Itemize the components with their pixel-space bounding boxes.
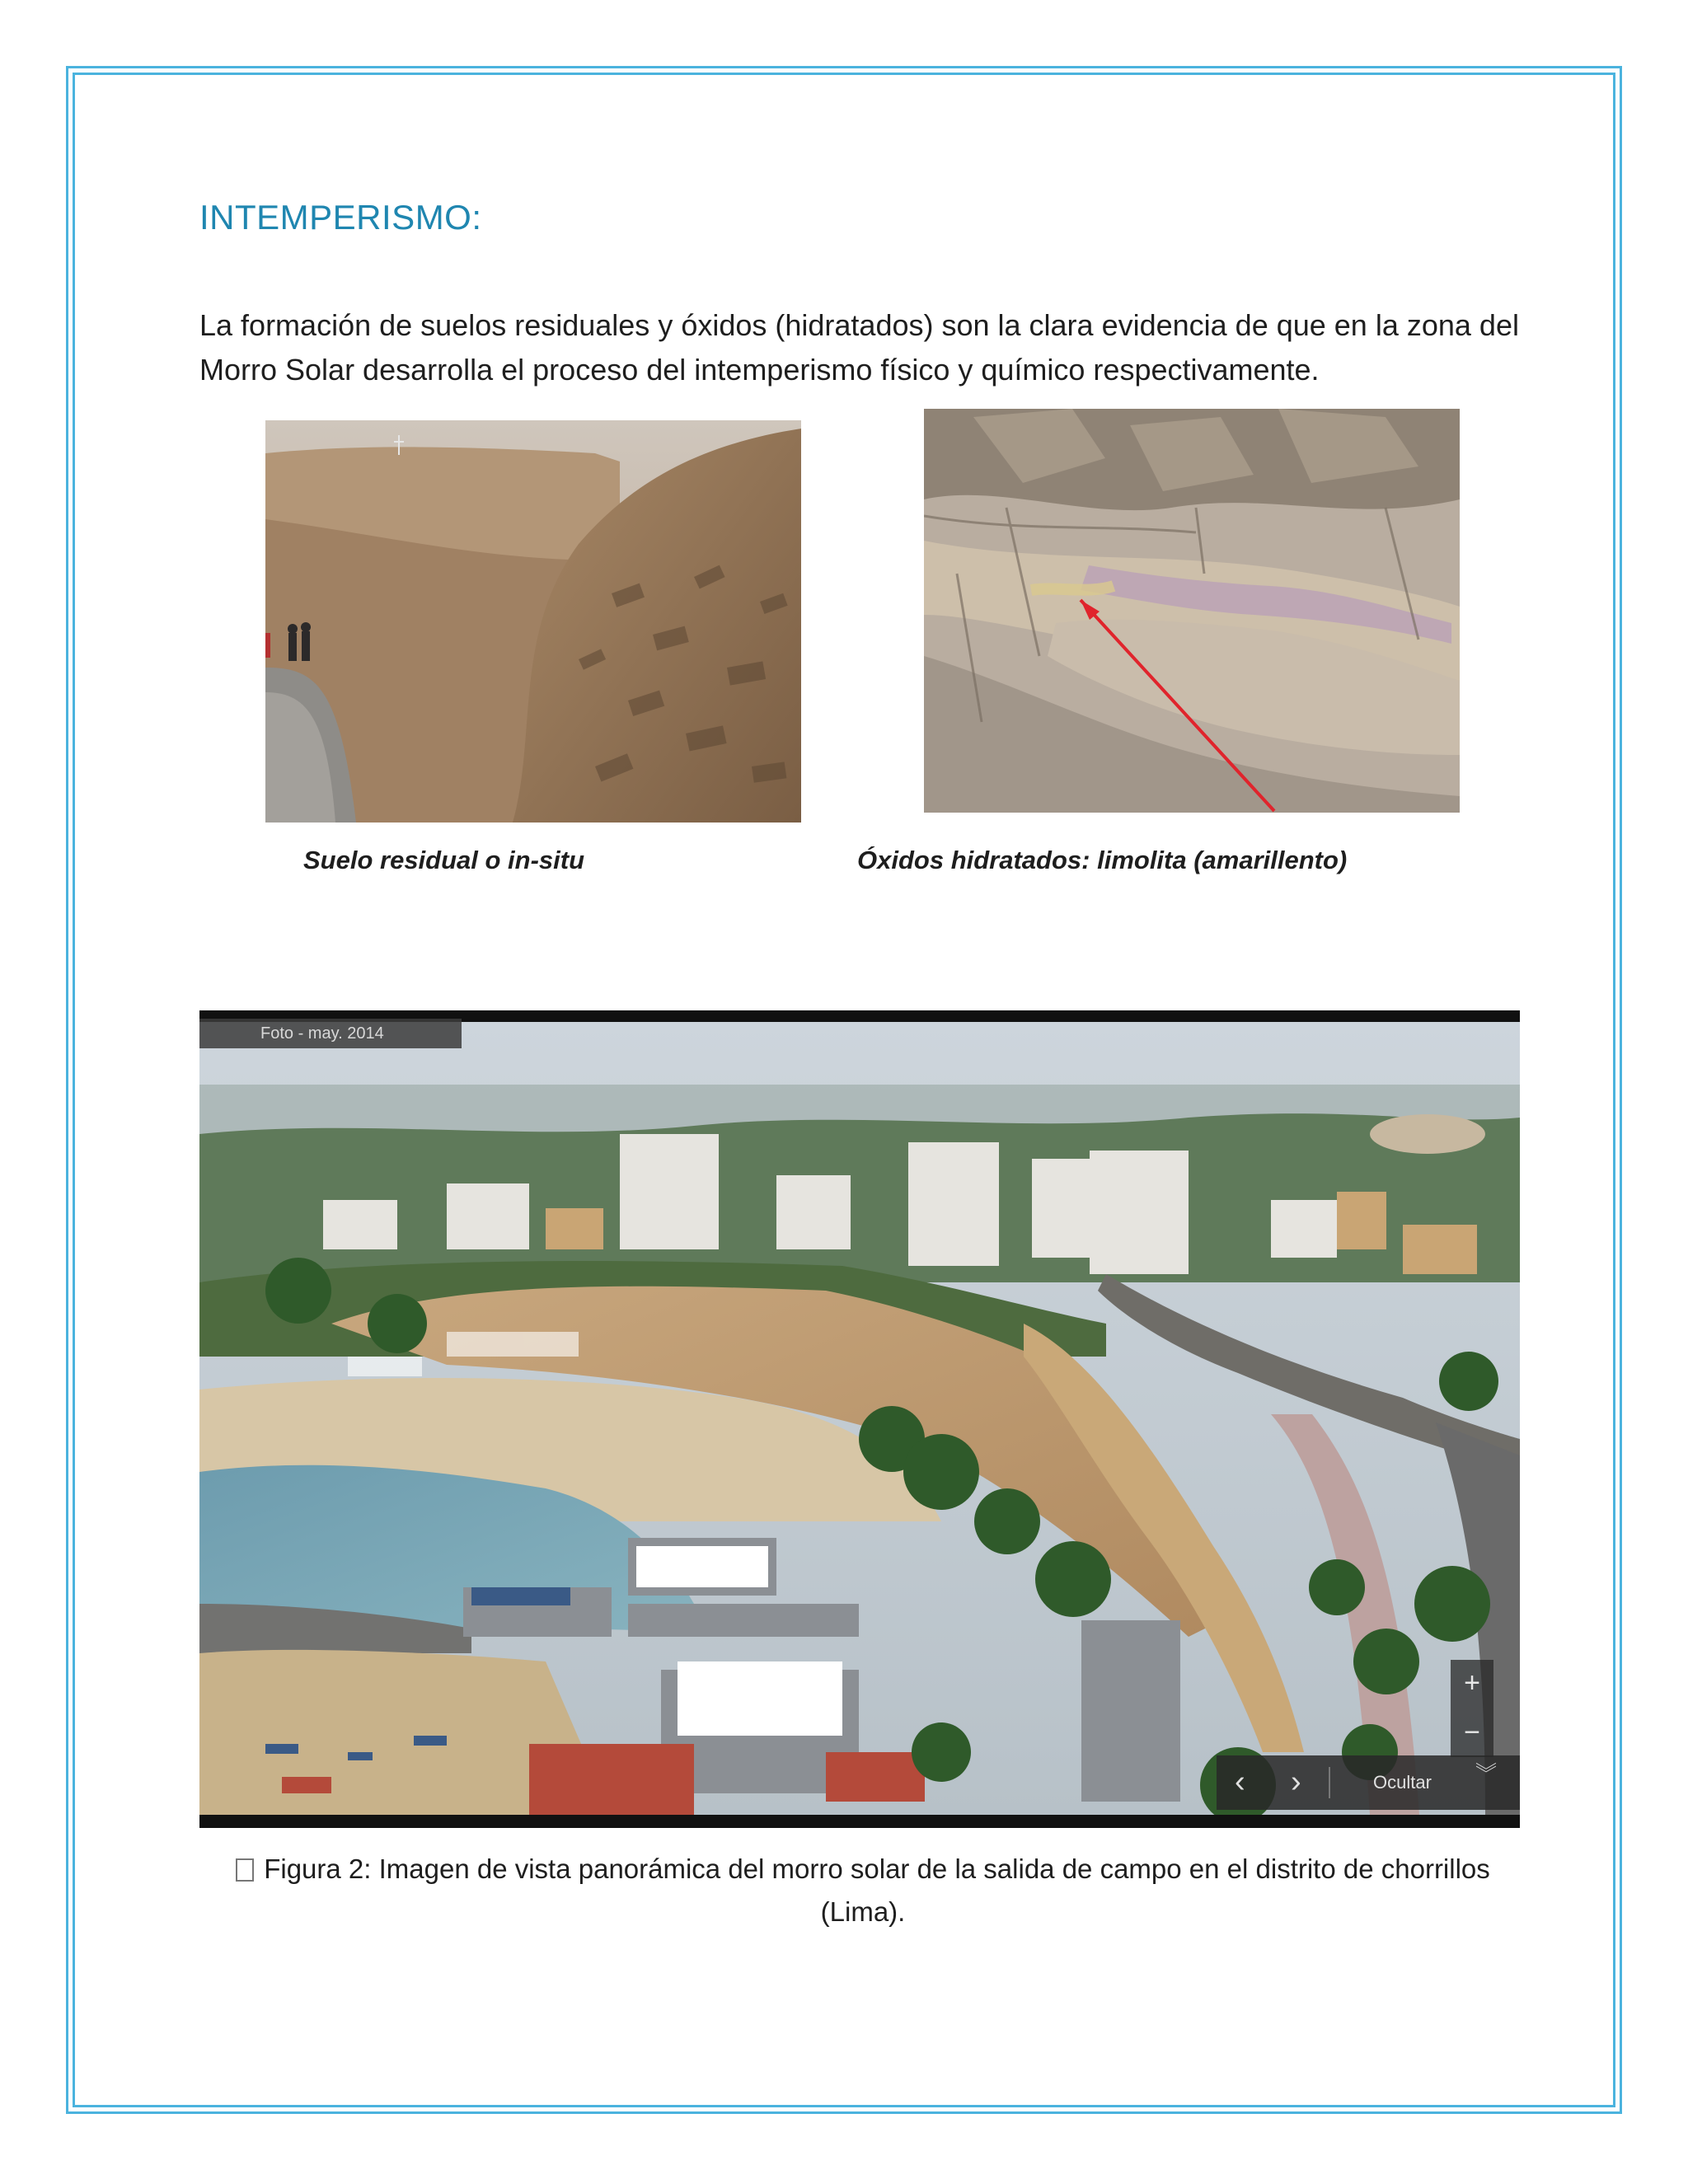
missing-glyph-icon (236, 1858, 254, 1882)
photo-date-label: Foto - may. 2014 (199, 1019, 462, 1048)
zoom-control (1451, 1660, 1493, 1757)
zoom-out-button[interactable]: − (1464, 1717, 1480, 1748)
photo-caption-hydrated-oxides: Óxidos hidratados: limolita (amarillento) (857, 846, 1348, 874)
panorama-photo (199, 1010, 1520, 1828)
photo-nav-bar (1217, 1755, 1520, 1810)
nav-divider (1329, 1767, 1330, 1798)
photo-caption-residual-soil: Suelo residual o in-situ (303, 846, 585, 874)
hydrated-oxides-photo (924, 409, 1460, 813)
figure-caption-line-2: (Lima). (820, 1896, 906, 1927)
intro-paragraph: La formación de suelos residuales y óxidos (hidratados) son la clara evidencia de que en la zona del Morro Solar desarrolla el proceso del intemperismo físico y químico respectivamente. (199, 308, 1519, 387)
section-title: INTEMPERISMO: (199, 198, 482, 237)
figure-caption-line-1: Figura 2: Imagen de vista panorámica del morro solar de la salida de campo en el distrito de chorrillos (264, 1854, 1490, 1884)
double-chevron-down-icon[interactable]: ︾ (1475, 1761, 1498, 1786)
residual-soil-photo (265, 420, 801, 823)
figure-caption (199, 1848, 1526, 1933)
zoom-in-button[interactable]: + (1464, 1667, 1480, 1699)
next-photo-button[interactable]: › (1291, 1765, 1301, 1799)
hide-button[interactable]: Ocultar (1373, 1772, 1432, 1793)
previous-photo-button[interactable]: ‹ (1235, 1765, 1245, 1799)
